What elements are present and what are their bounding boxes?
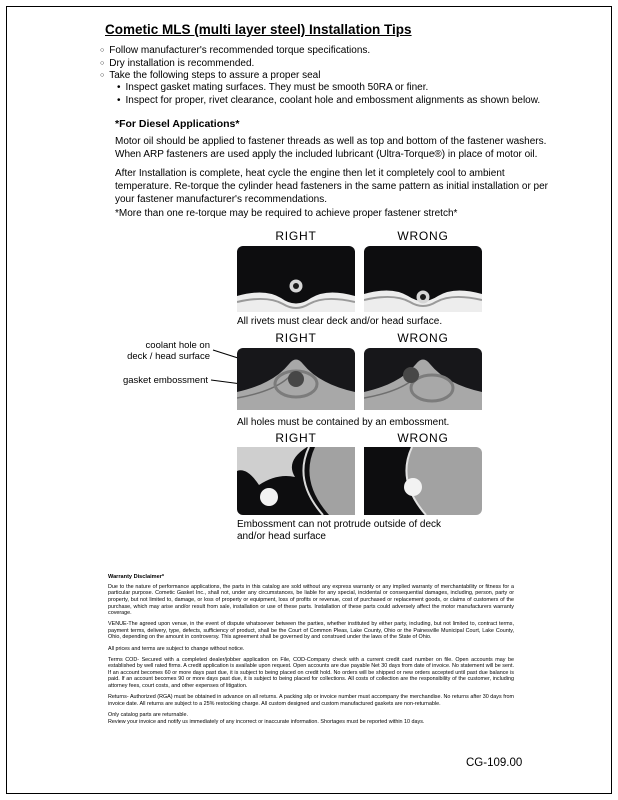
right-label: RIGHT	[275, 431, 317, 445]
legal-paragraph: Due to the nature of performance applications, the parts in this catalog are sold without any express warranty or any implied warranty of merchantability or fitness for a particular purpose. Cometic Gasket Inc., shall not, under any circumstances, be liable for any special, incidental or consequential damages, including, person, party or property, but not limited to, damage, or loss of property or equipment, loss of profits or revenue, cost of purchased or replacement goods, or claims of customers of the purchase, which may arise and/or result from sale, installation or use of these parts. Installation of these parts could adversely affect the motor manufacturers warranty coverage.	[108, 583, 514, 617]
sub-bullet-item: • Inspect for proper, rivet clearance, coolant hole and embossment alignments as shown below.	[117, 95, 540, 106]
bullet-item: ○ Follow manufacturer's recommended torque specifications.	[100, 45, 370, 56]
diesel-paragraph-1: Motor oil should be applied to fastener threads as well as top and bottom of the fastener washers. When ARP fasteners are used apply the included lubricant (Ultra-Torque®) in place of motor oil.	[115, 136, 547, 160]
embossment-circle-icon	[404, 478, 422, 496]
legal-paragraph: Review your invoice and notify us immediately of any incorrect or inaccurate information. Shortages must be reported within 10 days.	[108, 719, 425, 726]
catalog-page-code: CG-109.00	[466, 757, 523, 769]
right-label: RIGHT	[275, 229, 317, 243]
coolant-hole-icon	[403, 367, 419, 383]
figure2-caption: All holes must be contained by an embossment.	[237, 417, 450, 428]
wrong-label: WRONG	[397, 331, 449, 345]
legal-paragraph: Terms COD- Secured with a completed dealer/jobber application on File, COD-Company check with a current credit card number on file. Open accounts may be established by well rated firms. A credit application is available upon request. Open accounts are due payable Net 30 days from date of invoice. No statement will be sent. If an account becomes 60 or more days past due, it is subject to being placed on credit hold. No orders will be shipped or new orders accepted until past due balance is paid. If an account becomes 90 or more days past due, it is subject to being placed for collections. All costs of collection are the responsibility of the customer, including attorney fees, court costs, and other expenses of litigation.	[108, 656, 514, 690]
diesel-applications-heading: *For Diesel Applications*	[115, 118, 240, 130]
figure-rivet-right	[237, 246, 355, 312]
figure1-caption: All rivets must clear deck and/or head surface.	[237, 316, 443, 327]
figure-rivet-wrong	[364, 246, 482, 312]
bullet-item: ○ Take the following steps to assure a proper seal	[100, 70, 320, 81]
figure-embossment-right	[237, 447, 355, 515]
page-title: Cometic MLS (multi layer steel) Installation Tips	[105, 22, 412, 37]
legal-section	[108, 574, 514, 731]
legal-paragraph: Only catalog parts are returnable.	[108, 711, 189, 718]
sub-bullet-item: • Inspect gasket mating surfaces. They must be smooth 50RA or finer.	[117, 82, 428, 93]
warranty-disclaimer-heading: Warranty Disclaimer*	[108, 574, 165, 580]
figure-coolant-wrong	[364, 348, 482, 410]
coolant-hole-label-line1: coolant hole on	[145, 340, 210, 351]
figure3-caption-line2: and/or head surface	[237, 531, 326, 542]
retorque-note: *More than one re-torque may be required to achieve proper fastener stretch*	[115, 208, 458, 219]
figure-embossment-wrong	[364, 447, 482, 515]
coolant-hole-icon	[288, 371, 304, 387]
wrong-label: WRONG	[397, 431, 449, 445]
figure-coolant-right	[237, 348, 355, 410]
figure3-caption-line1: Embossment can not protrude outside of deck	[237, 519, 442, 530]
wrong-label: WRONG	[397, 229, 449, 243]
right-label: RIGHT	[275, 331, 317, 345]
bullet-item: ○ Dry installation is recommended.	[100, 58, 254, 69]
embossment-circle-icon	[260, 488, 278, 506]
legal-paragraph: All prices and terms are subject to change without notice.	[108, 645, 245, 652]
gasket-embossment-label: gasket embossment	[122, 375, 208, 386]
coolant-hole-label-line2: deck / head surface	[127, 351, 210, 362]
diesel-paragraph-2: After Installation is complete, heat cycle the engine then let it completely cool to ambient temperature. Re-torque the cylinder head fasteners in the same pattern as initial installation or per your fastener manufacturer's recommendations.	[115, 168, 549, 205]
legal-paragraph: VENUE-The agreed upon venue, in the event of dispute whatsoever between the parties, whether instituted by either party, including, but not limited to, contract terms, payment terms, delivery, type, defects, sufficiency of product, shall be the Court of Common Pleas, Lake County, Ohio or the Painesville Municipal Court, Lake County, Ohio, depending on the amount in controversy. This agreement shall be governed by and construed under the laws of the State of Ohio.	[108, 621, 514, 641]
legal-paragraph: Returns- Authorized (RGA) must be obtained in advance on all returns. A packing slip or invoice number must accompany the merchandise. No returns after 30 days from invoice date. All returns are subject to a 25% restocking charge. All custom designed and custom manufactured gaskets are non-returnable.	[108, 694, 514, 707]
